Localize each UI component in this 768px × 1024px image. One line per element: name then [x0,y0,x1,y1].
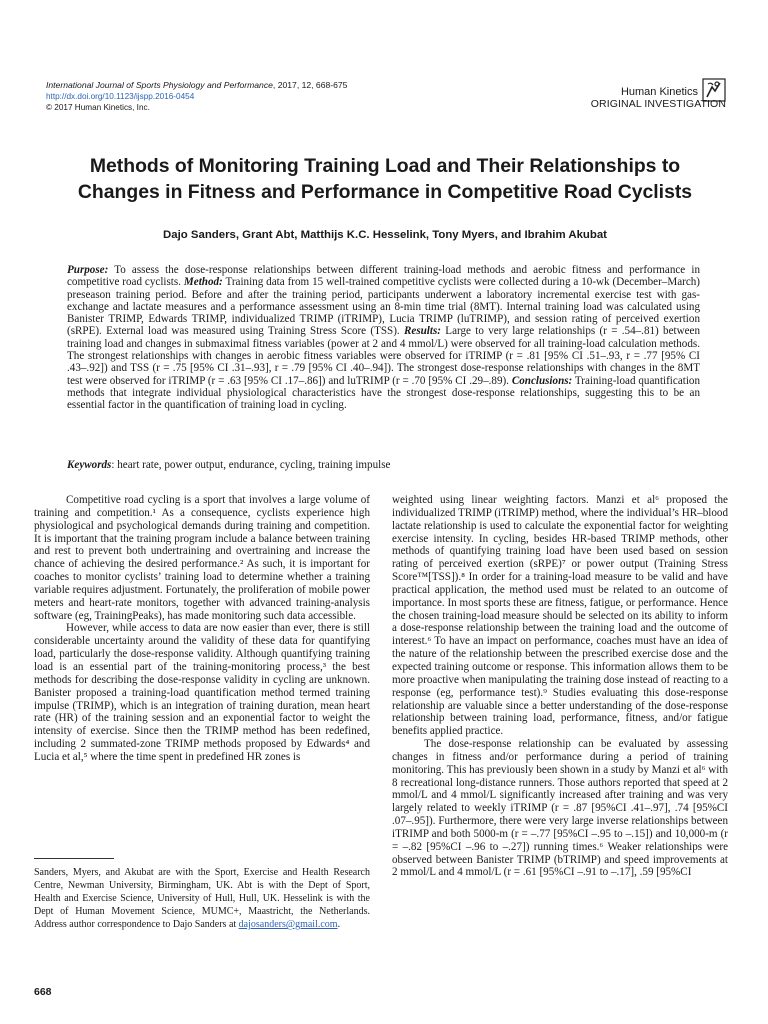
keywords-text: : heart rate, power output, endurance, cycling, training impulse [111,459,391,471]
method-label: Method: [183,276,223,289]
publisher-name: Human Kinetics [620,86,698,98]
body-paragraph: The dose-response relationship can be evaluated by assessing changes in fitness and/or performance during a period of training monitoring. This has previously been shown in a study by Manzi et al⁶ with 8 recreational long-distance runners. Those authors reported that speed at 2 mmol/L and 4 mmol/L significantly increased after training and was very largely related to weekly iTRIMP (r = .87 [95%CI .41–.97], .74 [95%CI .07–.95]). Furthermore, there were very large inverse relationships between iTRIMP and both 5000-m (r = –.77 [95%CI –.95 to –.15]) and 10,000-m (r = –.82 [95%CI –.96 to –.27]) running times.⁶ Weaker relationships were observed between Banister TRIMP (bTRIMP) and speed improvements at 2 mmol/L and 4 mmol/L (r = .61 [95%CI –.91 to –.17], .59 [95%CI [392,738,728,879]
title-line-1: Methods of Monitoring Training Load and Their Relationships to [89,155,681,177]
results-label: Results: [404,325,441,338]
page-number: 668 [34,986,52,998]
footnote-end: . [337,919,341,930]
body-paragraph: Competitive road cycling is a sport that involves a large volume of training and competition.¹ As a consequence, cyclists experience high physiological and psychological demands during training and competition. It is important that the training program include a balance between training and rest to prevent both undertraining and overtraining and increase the chance of achieving the desired performance.² As such, it is important for coaches to monitor cyclists’ training load to determine whether a training variable requires adjustment. Fortunately, the proliferation of mobile power meters and heart-rate monitors, together with advanced training-analysis software (eg, TrainingPeaks), has made monitoring such data accessible. [34,494,370,622]
human-kinetics-logo-icon [702,78,726,102]
author-email-link[interactable]: dajosanders@gmail.com [238,919,338,930]
conclusions-label: Conclusions: [511,374,573,387]
article-title [40,153,730,205]
journal-name: International Journal of Sports Physiology and Performance [46,80,273,90]
conclusions-text: Training-load quantification methods that integrate individual physiological characteristics have the strongest dose-response relationships, suggesting this to be an essential factor in the quantification of training load in cycling. [67,374,700,412]
page-header [46,80,726,120]
publisher-block [591,86,726,110]
volume-pages: , 2017, 12, 668-675 [272,80,348,90]
keywords [67,459,700,471]
keywords-label: Keywords [67,459,112,471]
purpose-text: To assess the dose-response relationships between different training-load methods and aerobic fitness and performance in competitive road cyclists. [67,264,700,289]
purpose-label: Purpose: [67,264,109,276]
results-text: Large to very large relationships (r = .54–.81) between training load and changes in submaximal fitness variables (power at 2 and 4 mmol/L) were observed for all training-load calculation methods. The strongest relationships with changes in aerobic fitness variables were observed for iTRIMP (r = .81 [95% CI .51–.93, r = .77 [95% CI .43–.92]) and TSS (r = .75 [95% CI .31–.93], r = .79 [95% CI .40–.94]). The strongest dose-response relationships with changes in the 8MT test were observed for iTRIMP (r = .63 [95% CI .17–.86]) and luTRIMP (r = .70 [95% CI .29–.89). [67,325,700,387]
copyright: © 2017 Human Kinetics, Inc. [46,103,150,112]
footnote-divider [34,858,114,859]
body-column-right [392,494,728,879]
journal-citation [46,80,347,90]
title-line-2: Changes in Fitness and Performance in Competitive Road Cyclists [77,181,693,203]
article-type: ORIGINAL INVESTIGATION [590,98,726,110]
author-affiliations-footnote [34,866,370,931]
method-text: Training data from 15 well-trained competitive cyclists were collected during a 10-wk (December–March) preseason training period. Before and after the training period, participants underwent a laboratory incremental exercise test with gas-exchange and lactate measures and a performance assessment using an 8-min time trial (8MT). Internal training load was calculated using Banister TRIMP, Edwards TRIMP, individualized TRIMP (iTRIMP), Lucia TRIMP (luTRIMP), and session rating of perceived exertion (sRPE). External load was measured using Training Stress Score (TSS). [67,276,700,338]
doi-link[interactable]: http://dx.doi.org/10.1123/ijspp.2016-0454 [46,92,195,101]
author-list: Dajo Sanders, Grant Abt, Matthijs K.C. Hesselink, Tony Myers, and Ibrahim Akubat [163,229,607,241]
footnote-text: Sanders, Myers, and Akubat are with the Sport, Exercise and Health Research Centre, Newman University, Birmingham, UK. Abt is with the Dept of Sport, Health and Exercise Science, University of Hull, Hull, UK. Hesselink is with the Dept of Human Movement Science, MUMC+, Maastricht, the Netherlands. Address author correspondence to Dajo Sanders at [34,867,370,930]
body-paragraph: weighted using linear weighting factors. Manzi et al⁶ proposed the individualized TRIMP (iTRIMP) method, where the individual’s HR–blood lactate relationship is used to calculate the exponential factor for weighting exercise intensity. In cycling, besides HR-based TRIMP methods, other methods of quantifying training load have been used based on session rating of perceived exertion (sRPE)⁷ or power output (Training Stress Score™[TSS]).⁸ In order for a training-load measure to be valid and have practical application, the method used must be related to an outcome of importance. In most sports these are fitness, fatigue, or performance. Hence the chosen training-load measure should be selected on its ability to inform a dose-response relationship between the training load and the outcome of interest.⁶ To have an impact on performance, coaches must have an idea of the nature of the relationship between the prescribed exercise dose and the expected training outcome or response. This information allows them to be more proactive when manipulating the training dose instead of reacting to a response (eg, performance test).⁹ Studies evaluating this dose-response relationship are valuable since a better understanding of the dose-response relationship between training load, performance, fitness, and/or fatigue benefits applied practice. [392,494,728,738]
abstract [67,264,700,412]
body-paragraph: However, while access to data are now easier than ever, there is still considerable uncertainty around the validity of these data for quantifying load, particularly the dose-response validity. Although quantifying training load is an essential part of the training-monitoring process,³ the best methods for describing the dose-response validity in cycling are unknown. Banister proposed a training-load quantification method termed training impulse (TRIMP), which is an integration of training duration, mean heart rate (HR) of the training session and an exponential factor to weight the intensity of exercise. Since then the TRIMP method has been redefined, including 2 summated-zone TRIMP methods proposed by Edwards⁴ and Lucia et al,⁵ where the time spent in predefined HR zones is [34,622,370,763]
body-column-left [34,494,370,764]
